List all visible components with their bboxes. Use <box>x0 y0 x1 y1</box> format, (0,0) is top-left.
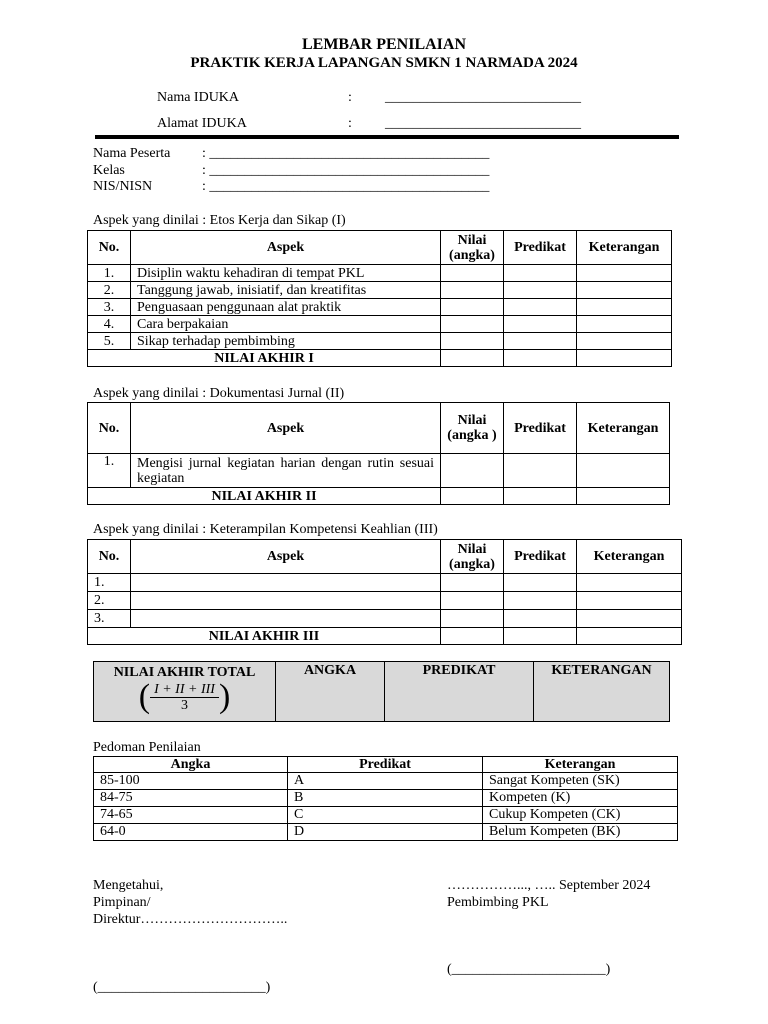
final-nilai-cell[interactable] <box>441 628 504 645</box>
total-table <box>93 661 670 722</box>
predikat-cell[interactable] <box>504 282 577 299</box>
sign-left-line1: Mengetahui, <box>93 878 164 893</box>
col-no: No. <box>88 540 131 574</box>
table-row <box>94 773 678 790</box>
final-score-label: NILAI AKHIR II <box>88 488 441 505</box>
keterangan-cell[interactable] <box>577 299 672 316</box>
col-keterangan: Keterangan <box>577 403 670 454</box>
table-row <box>88 316 672 333</box>
row-no: 3. <box>88 299 131 316</box>
sign-right-blank[interactable]: (______________________) <box>447 962 611 977</box>
table-row <box>88 299 672 316</box>
guide-heading: Pedoman Penilaian <box>93 740 201 755</box>
guide-col-angka: Angka <box>94 757 288 773</box>
row-aspek[interactable] <box>131 574 441 592</box>
guide-col-predikat: Predikat <box>288 757 483 773</box>
row-no: 3. <box>88 610 131 628</box>
table-row <box>94 790 678 807</box>
guide-angka: 74-65 <box>94 807 288 824</box>
predikat-cell[interactable] <box>504 592 577 610</box>
sign-left-blank[interactable]: (________________________) <box>93 980 271 995</box>
sign-right-role: Pembimbing PKL <box>447 895 549 910</box>
total-formula: ( $\frac{\text{I + II + III}}{3}$ ) <box>138 678 231 715</box>
section3-table <box>87 539 682 645</box>
final-predikat-cell[interactable] <box>504 350 577 367</box>
final-keterangan-cell[interactable] <box>577 488 670 505</box>
row-aspek: Mengisi jurnal kegiatan harian dengan rutin sesuai kegiatan <box>131 454 441 488</box>
table-row <box>88 574 682 592</box>
table-row <box>88 282 672 299</box>
section1-heading: Aspek yang dinilai : Etos Kerja dan Sikap (I) <box>93 213 346 228</box>
guide-keterangan: Belum Kompeten (BK) <box>483 824 678 841</box>
table-row <box>88 592 682 610</box>
row-no: 5. <box>88 333 131 350</box>
keterangan-cell[interactable] <box>577 333 672 350</box>
nilai-cell[interactable] <box>441 592 504 610</box>
formula-denominator: 3 <box>181 697 188 713</box>
predikat-cell[interactable] <box>504 299 577 316</box>
keterangan-cell[interactable] <box>577 282 672 299</box>
col-aspek: Aspek <box>131 540 441 574</box>
nilai-cell[interactable] <box>441 282 504 299</box>
table-row <box>94 824 678 841</box>
row-aspek: Cara berpakaian <box>131 316 441 333</box>
guide-keterangan: Kompeten (K) <box>483 790 678 807</box>
final-nilai-cell[interactable] <box>441 350 504 367</box>
col-no: No. <box>88 403 131 454</box>
guide-keterangan: Cukup Kompeten (CK) <box>483 807 678 824</box>
table-row <box>88 610 682 628</box>
guide-angka: 85-100 <box>94 773 288 790</box>
row-aspek: Tanggung jawab, inisiatif, dan kreatifitas <box>131 282 441 299</box>
col-aspek: Aspek <box>131 403 441 454</box>
formula-numerator: I + II + III <box>150 682 219 698</box>
participant-nis-label: NIS/NISN <box>93 179 153 194</box>
guide-angka: 84-75 <box>94 790 288 807</box>
col-nilai: Nilai (angka) <box>441 231 504 265</box>
participant-nis-field[interactable]: : ________________________________________ <box>202 179 490 194</box>
guide-predikat: B <box>288 790 483 807</box>
col-keterangan: Keterangan <box>577 540 682 574</box>
col-aspek: Aspek <box>131 231 441 265</box>
guide-col-keterangan: Keterangan <box>483 757 678 773</box>
sign-right-date[interactable]: ……………..., ….. September 2024 <box>447 878 651 893</box>
predikat-cell[interactable] <box>504 333 577 350</box>
final-nilai-cell[interactable] <box>441 488 504 505</box>
guide-predikat: C <box>288 807 483 824</box>
iduka-address-label: Alamat IDUKA <box>157 116 247 131</box>
nilai-cell[interactable] <box>441 454 504 488</box>
row-aspek[interactable] <box>131 610 441 628</box>
total-angka-cell[interactable]: ANGKA <box>276 662 385 722</box>
col-predikat: Predikat <box>504 231 577 265</box>
row-no: 1. <box>88 574 131 592</box>
participant-class-field[interactable]: : ________________________________________ <box>202 163 490 178</box>
predikat-cell[interactable] <box>504 265 577 282</box>
row-no: 4. <box>88 316 131 333</box>
final-score-label: NILAI AKHIR III <box>88 628 441 645</box>
col-nilai: Nilai (angka) <box>441 540 504 574</box>
row-aspek: Sikap terhadap pembimbing <box>131 333 441 350</box>
nilai-cell[interactable] <box>441 299 504 316</box>
predikat-cell[interactable] <box>504 454 577 488</box>
row-no: 1. <box>88 265 131 282</box>
row-no: 2. <box>88 282 131 299</box>
col-keterangan: Keterangan <box>577 231 672 265</box>
nilai-cell[interactable] <box>441 316 504 333</box>
sign-left-line2: Pimpinan/ <box>93 895 151 910</box>
keterangan-cell[interactable] <box>577 265 672 282</box>
col-predikat: Predikat <box>504 403 577 454</box>
iduka-address-colon: : <box>348 116 352 131</box>
col-no: No. <box>88 231 131 265</box>
table-row <box>94 807 678 824</box>
guide-keterangan: Sangat Kompeten (SK) <box>483 773 678 790</box>
keterangan-cell[interactable] <box>577 454 670 488</box>
iduka-address-field[interactable]: ____________________________ <box>385 116 581 131</box>
nilai-cell[interactable] <box>441 610 504 628</box>
final-predikat-cell[interactable] <box>504 488 577 505</box>
final-predikat-cell[interactable] <box>504 628 577 645</box>
page-subtitle: PRAKTIK KERJA LAPANGAN SMKN 1 NARMADA 2024 <box>190 55 578 71</box>
row-aspek: Disiplin waktu kehadiran di tempat PKL <box>131 265 441 282</box>
predikat-cell[interactable] <box>504 574 577 592</box>
iduka-name-label: Nama IDUKA <box>157 90 240 105</box>
final-keterangan-cell[interactable] <box>577 628 682 645</box>
predikat-cell[interactable] <box>504 610 577 628</box>
table-row <box>88 333 672 350</box>
row-no: 2. <box>88 592 131 610</box>
row-aspek: Penguasaan penggunaan alat praktik <box>131 299 441 316</box>
table-row <box>88 265 672 282</box>
page-title: LEMBAR PENILAIAN <box>301 36 466 53</box>
keterangan-cell[interactable] <box>577 592 682 610</box>
guide-predikat: D <box>288 824 483 841</box>
keterangan-cell[interactable] <box>577 574 682 592</box>
keterangan-cell[interactable] <box>577 610 682 628</box>
row-aspek[interactable] <box>131 592 441 610</box>
final-score-label: NILAI AKHIR I <box>88 350 441 367</box>
row-no: 1. <box>88 454 131 488</box>
total-label: NILAI AKHIR TOTAL <box>113 665 256 680</box>
nilai-cell[interactable] <box>441 265 504 282</box>
predikat-cell[interactable] <box>504 316 577 333</box>
col-nilai: Nilai (angka ) <box>441 403 504 454</box>
participant-name-label: Nama Peserta <box>93 146 171 161</box>
section2-heading: Aspek yang dinilai : Dokumentasi Jurnal (II) <box>93 386 345 401</box>
total-predikat-cell[interactable]: PREDIKAT <box>385 662 534 722</box>
col-predikat: Predikat <box>504 540 577 574</box>
section1-table <box>87 230 672 367</box>
sign-left-line3[interactable]: Direktur………………………….. <box>93 912 288 927</box>
section2-table <box>87 402 670 505</box>
table-row <box>88 454 670 488</box>
total-keterangan-cell[interactable]: KETERANGAN <box>534 662 670 722</box>
nilai-cell[interactable] <box>441 574 504 592</box>
participant-name-field[interactable]: : ________________________________________ <box>202 146 490 161</box>
section3-heading: Aspek yang dinilai : Keterampilan Kompetensi Keahlian (III) <box>93 522 438 537</box>
participant-class-label: Kelas <box>93 163 125 178</box>
nilai-cell[interactable] <box>441 333 504 350</box>
iduka-name-field[interactable]: ____________________________ <box>385 90 581 105</box>
keterangan-cell[interactable] <box>577 316 672 333</box>
header-divider <box>95 135 679 139</box>
iduka-name-colon: : <box>348 90 352 105</box>
guide-angka: 64-0 <box>94 824 288 841</box>
guide-table <box>93 756 678 841</box>
total-label-cell <box>94 662 276 722</box>
final-keterangan-cell[interactable] <box>577 350 672 367</box>
guide-predikat: A <box>288 773 483 790</box>
